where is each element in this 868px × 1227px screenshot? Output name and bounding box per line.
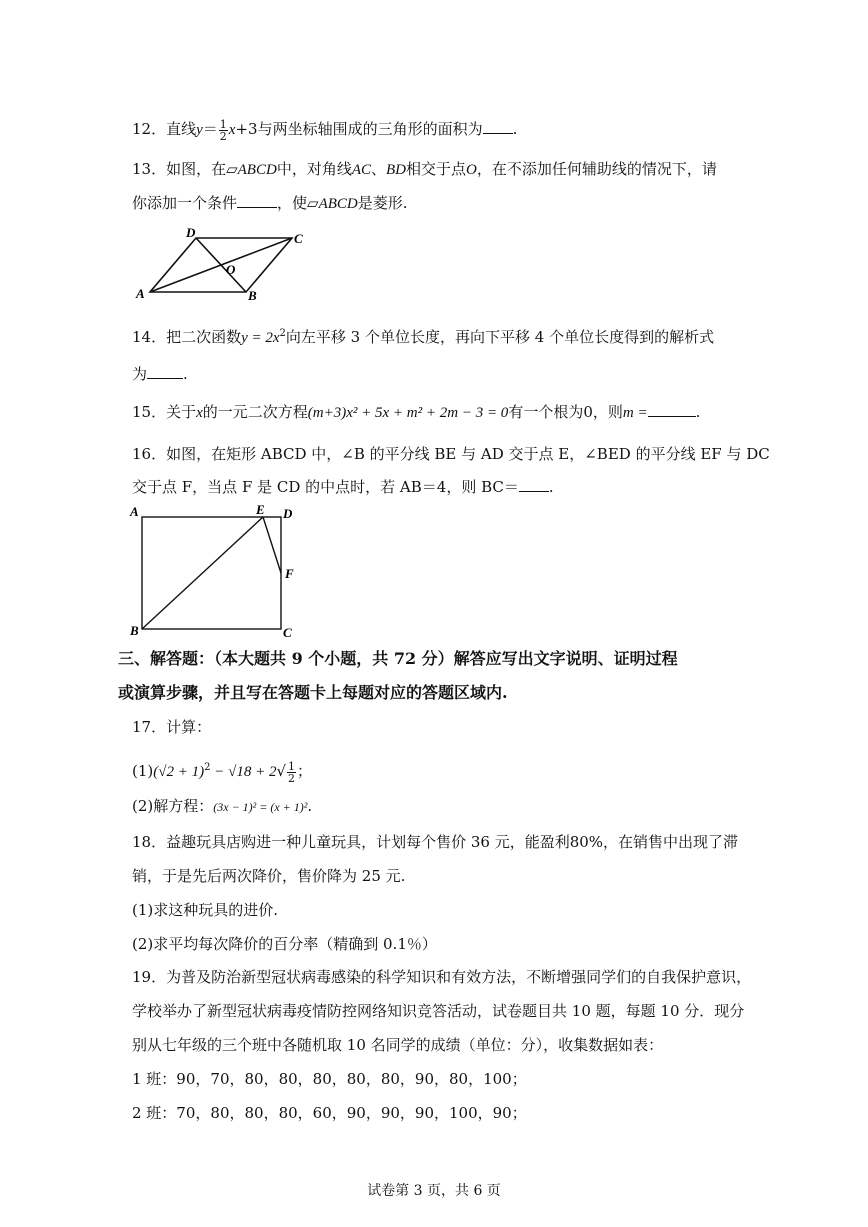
q16-line1: 16．如图，在矩形 ABCD 中，∠B 的平分线 BE 与 AD 交于点 E，∠BED 的平分线 EF 与 DC bbox=[132, 445, 770, 463]
answer-blank bbox=[237, 192, 277, 208]
section-heading-cont: 或演算步骤，并且写在答题卡上每题对应的答题区域内. bbox=[118, 683, 508, 702]
q18-line1: 18．益趣玩具店购进一种儿童玩具，计划每个售价 36 元，能盈利80%，在销售中出现了滞 bbox=[132, 833, 739, 851]
label-C: C bbox=[294, 231, 303, 246]
q13-line2: 你添加一个条件 ，使▱ABCD是菱形. bbox=[132, 194, 408, 212]
q18-line2: 销，于是先后两次降价，售价降为 25 元. bbox=[132, 867, 406, 885]
parallelogram-figure bbox=[130, 222, 320, 304]
label-O: O bbox=[226, 262, 236, 277]
q14-line2: 为 . bbox=[132, 365, 188, 383]
q19-class1-data: 1 班：90，70，80，80，80，80，80，90，80，100； bbox=[132, 1070, 527, 1088]
q12-line: 12．直线y＝ $\frac{1}{2}$ x+3与两坐标轴围成的三角形的面积为 . bbox=[132, 117, 518, 143]
answer-blank bbox=[483, 118, 513, 134]
radical-sign: √ bbox=[276, 762, 287, 780]
label-A: A bbox=[136, 286, 145, 301]
label-B: B bbox=[130, 623, 139, 638]
answer-blank bbox=[519, 476, 549, 492]
q18-part1: (1)求这种玩具的进价. bbox=[132, 901, 279, 919]
label-C: C bbox=[283, 625, 292, 640]
q19-class2-data: 2 班：70，80，80，80，60，90，90，90，100，90； bbox=[132, 1104, 527, 1122]
label-B: B bbox=[248, 288, 257, 303]
rectangle-figure bbox=[128, 504, 308, 642]
fraction: $\frac{1}{2}$ bbox=[288, 759, 296, 785]
q18-part2: (2)求平均每次降价的百分率（精确到 0.1％） bbox=[132, 935, 437, 953]
answer-blank bbox=[648, 401, 696, 417]
label-A: A bbox=[130, 504, 139, 519]
q13-line1: 13．如图，在▱ABCD中，对角线AC、BD相交于点O，在不添加任何辅助线的情况下，请 bbox=[132, 160, 717, 178]
q16-line2: 交于点 F，当点 F 是 CD 的中点时，若 AB＝4，则 BC＝ . bbox=[132, 478, 554, 496]
q19-line3: 别从七年级的三个班中各随机取 10 名同学的成绩（单位：分），收集数据如表： bbox=[132, 1036, 664, 1054]
fraction: $\frac{1}{2}$ bbox=[219, 117, 227, 143]
q19-line1: 19．为普及防治新型冠状病毒感染的科学知识和有效方法，不断增强同学们的自我保护意识， bbox=[132, 968, 752, 986]
label-F: F bbox=[285, 566, 294, 581]
label-D: D bbox=[283, 506, 293, 521]
q19-line2: 学校举办了新型冠状病毒疫情防控网络知识竞答活动，试卷题目共 10 题，每题 10 分．现分 bbox=[132, 1002, 745, 1020]
q15-line: 15．关于x的一元二次方程(m+3)x² + 5x + m² + 2m − 3 = 0有一个根为0，则m = . bbox=[132, 403, 701, 421]
q17-title: 17．计算： bbox=[132, 718, 212, 736]
label-D: D bbox=[186, 225, 196, 240]
label-E: E bbox=[256, 504, 265, 517]
page-footer: 试卷第 3 页，共 6 页 bbox=[367, 1183, 501, 1199]
q17-part2: (2)解方程：(3x − 1)² = (x + 1)². bbox=[132, 797, 313, 815]
q14-line1: 14．把二次函数$y = 2x^2$向左平移 3 个单位长度，再向下平移 4 个单位长度得到的解析式 bbox=[132, 328, 715, 346]
q17-part1: $(1)(√2 + 1)^2 - √18 + 2√$ $\frac{1}{2}$ ； bbox=[132, 759, 313, 785]
answer-blank bbox=[147, 363, 183, 379]
section-heading: 三、解答题：（本大题共 9 个小题，共 72 分）解答应写出文字说明、证明过程 bbox=[118, 649, 678, 668]
